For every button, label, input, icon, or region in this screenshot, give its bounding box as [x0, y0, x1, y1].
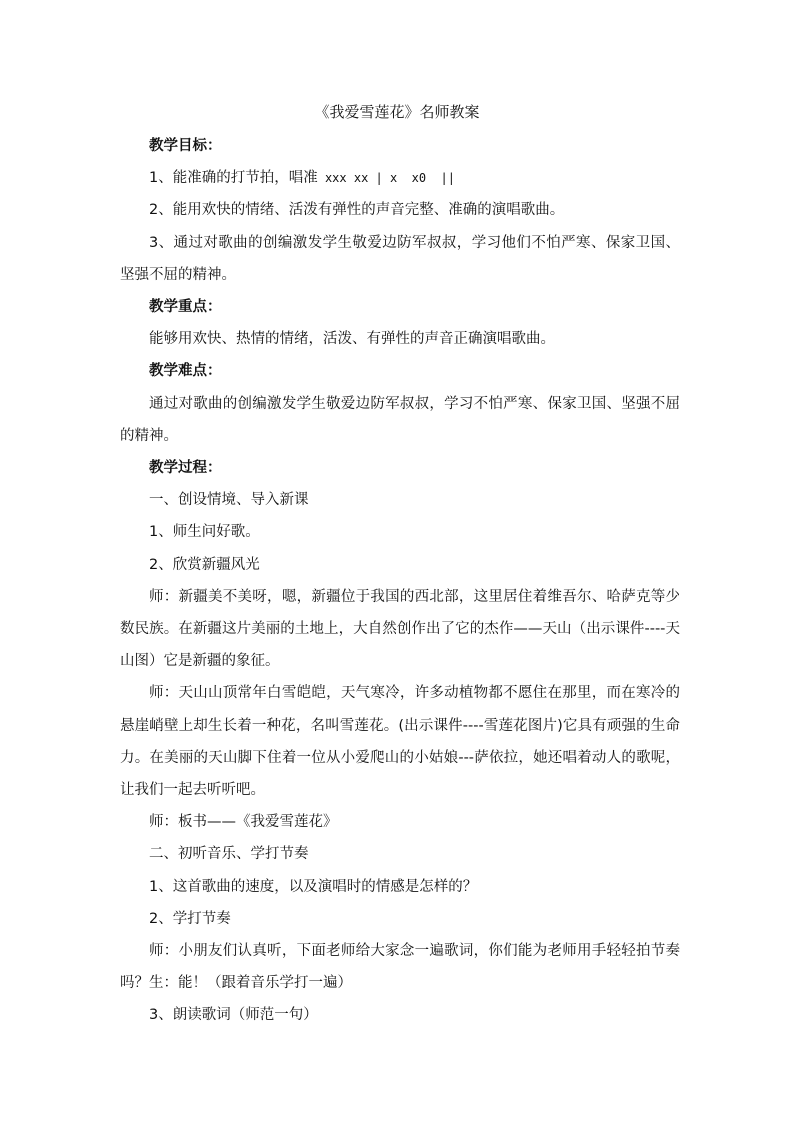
section-heading-goals: 教学目标：: [149, 138, 222, 154]
process-step-1-1: 1、师生问好歌。: [149, 524, 260, 541]
teacher-dialog-rhythm: 师：小朋友们认真听，下面老师给大家念一遍歌词，你们能为老师用手轻轻拍节奏吗？生：能！（跟着音乐学打一遍）: [120, 943, 680, 992]
process-step-2-title: 二、初听音乐、学打节奏: [149, 846, 309, 863]
rhythm-notation: xxx xx | x x0 ||: [317, 171, 456, 186]
difficulties-text: 通过对歌曲的创编激发学生敬爱边防军叔叔，学习不怕严寒、保家卫国、坚强不屈的精神。: [120, 395, 680, 444]
document-body: [120, 130, 680, 1032]
goal-item-2: 2、能用欢快的情绪、活泼有弹性的声音完整、准确的演唱歌曲。: [149, 202, 565, 219]
section-heading-process: 教学过程：: [149, 460, 222, 477]
section-heading-key-points: 教学重点：: [149, 299, 222, 316]
process-step-1-2: 2、欣赏新疆风光: [149, 556, 260, 573]
goal-item-1: [120, 162, 680, 194]
goal-item-3: 3、通过对歌曲的创编激发学生敬爱边防军叔叔，学习他们不怕严寒、保家卫国、坚强不屈的精神。: [120, 234, 680, 283]
teacher-blackboard: 师：板书——《我爱雪莲花》: [149, 814, 338, 831]
process-step-1-title: 一、创设情境、导入新课: [149, 492, 309, 509]
teacher-dialog-tianshan: 师：天山山顶常年白雪皑皑，天气寒冷，许多动植物都不愿住在那里，而在寒冷的悬崖峭壁上却生长着一种花，名叫雪莲花。(出示课件----雪莲花图片)它具有顽强的生命力。在美丽的天山脚下住着一位从小爱爬山的小姑娘---萨依拉，她还唱着动人的歌呢，让我们一起去听听吧。: [120, 685, 680, 799]
document-title: 《我爱雪莲花》名师教案: [314, 103, 480, 121]
section-heading-difficulties: 教学难点：: [149, 363, 222, 380]
key-points-text: 能够用欢快、热情的情绪，活泼、有弹性的声音正确演唱歌曲。: [149, 331, 555, 348]
process-step-2-1: 1、这首歌曲的速度，以及演唱时的情感是怎样的？: [149, 878, 478, 895]
teacher-dialog-xinjiang: 师：新疆美不美呀，嗯，新疆位于我国的西北部，这里居住着维吾尔、哈萨克等少数民族。在新疆这片美丽的土地上，大自然创作出了它的杰作——天山（出示课件----天山图）它是新疆的象征。: [120, 588, 680, 670]
process-step-2-2: 2、学打节奏: [149, 910, 231, 927]
goal-item-1-text: 1、能准确的打节拍，唱准: [149, 170, 318, 187]
process-step-2-3: 3、朗读歌词（师范一句）: [149, 1007, 318, 1024]
